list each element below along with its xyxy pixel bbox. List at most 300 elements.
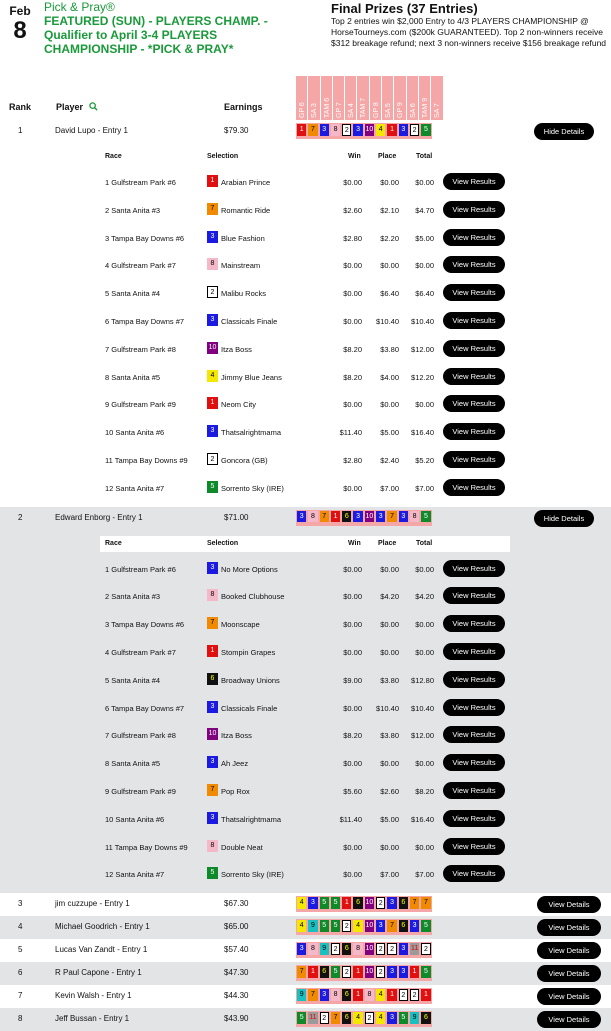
race-column-label: SA 7 <box>434 103 442 118</box>
program-number: 2 <box>207 286 218 298</box>
program-number: 7 <box>207 617 218 629</box>
race-name: 10 Santa Anita #6 <box>105 814 165 824</box>
pick-number: 2 <box>399 989 408 1001</box>
win-amount: $0.00 <box>343 261 362 271</box>
total-header: Total <box>416 153 433 160</box>
player-header <box>56 102 98 112</box>
win-header: Win <box>348 153 361 160</box>
view-results-button[interactable]: View Results <box>443 587 505 604</box>
pick-number: 7 <box>308 124 317 136</box>
pick-number: 3 <box>387 966 396 978</box>
total-amount: $7.00 <box>415 870 434 880</box>
view-results-button[interactable]: View Results <box>443 671 505 688</box>
selection-header: Selection <box>207 153 239 160</box>
total-amount: $4.20 <box>415 592 434 602</box>
horse-name: Pop Rox <box>221 786 250 796</box>
win-amount: $0.00 <box>343 289 362 299</box>
place-amount: $2.10 <box>380 205 399 215</box>
place-amount: $0.00 <box>380 620 399 630</box>
earnings-cell: $44.30 <box>224 991 249 1001</box>
pick-number: 10 <box>365 920 374 932</box>
race-name: 8 Santa Anita #5 <box>105 759 161 769</box>
earnings-cell: $67.30 <box>224 899 249 909</box>
pick-number: 3 <box>308 897 317 909</box>
pick-number: 3 <box>387 897 396 909</box>
pick-number: 2 <box>376 966 385 978</box>
pick-number: 2 <box>421 943 430 955</box>
pick-number: 1 <box>308 966 317 978</box>
view-results-button[interactable]: View Results <box>443 173 505 190</box>
view-details-button[interactable]: View Details <box>537 1011 601 1028</box>
place-amount: $0.00 <box>380 564 399 574</box>
race-name: 3 Tampa Bay Downs #6 <box>105 233 185 243</box>
total-amount: $0.00 <box>415 620 434 630</box>
total-amount: $16.40 <box>411 814 434 824</box>
details-row <box>0 197 611 223</box>
pick-number: 6 <box>320 966 329 978</box>
win-amount: $9.00 <box>343 675 362 685</box>
race-name: 2 Santa Anita #3 <box>105 592 161 602</box>
total-amount: $0.00 <box>415 178 434 187</box>
win-amount: $0.00 <box>343 759 362 769</box>
pick-number: 7 <box>331 1012 340 1024</box>
tournament-title: FEATURED (SUN) - PLAYERS CHAMP. - Qualifier to April 3-4 PLAYERS CHAMPIONSHIP - *PICK & PRAY* <box>44 14 268 56</box>
race-column-header <box>407 76 419 120</box>
pick-number: 1 <box>297 124 306 136</box>
race-name: 11 Tampa Bay Downs #9 <box>105 456 188 465</box>
pick-number: 7 <box>297 966 306 978</box>
pick-number: 5 <box>421 966 430 978</box>
total-amount: $7.00 <box>415 483 434 493</box>
win-amount: $0.00 <box>343 483 362 493</box>
total-amount: $12.00 <box>411 344 434 354</box>
total-amount: $10.40 <box>411 703 434 713</box>
pick-number: 6 <box>399 897 408 909</box>
race-column-header <box>419 76 431 120</box>
race-name: 5 Santa Anita #4 <box>105 289 161 299</box>
pick-number: 3 <box>399 966 408 978</box>
view-results-button[interactable]: View Results <box>443 479 505 496</box>
place-amount: $4.00 <box>380 372 399 382</box>
details-row <box>0 667 611 693</box>
rank-cell: 2 <box>18 512 23 522</box>
pick-number: 5 <box>421 124 430 136</box>
view-results-button[interactable]: View Results <box>443 810 505 827</box>
pick-number: 9 <box>308 920 317 932</box>
picks-strip <box>296 896 432 912</box>
program-number: 3 <box>207 701 218 713</box>
pick-number: 1 <box>331 511 340 523</box>
hide-details-button[interactable]: Hide Details <box>534 510 594 527</box>
race-column-header <box>382 76 394 120</box>
details-row <box>0 475 611 501</box>
race-name: 7 Gulfstream Park #8 <box>105 344 176 354</box>
program-number: 2 <box>207 453 218 465</box>
view-results-button[interactable]: View Results <box>443 726 505 743</box>
details-row <box>0 280 611 306</box>
hide-details-button[interactable]: Hide Details <box>534 123 594 140</box>
race-column-header <box>345 76 357 120</box>
pick-number: 1 <box>387 124 396 136</box>
rank-cell: 7 <box>18 991 23 1001</box>
place-amount: $3.80 <box>380 675 399 685</box>
race-name: 8 Santa Anita #5 <box>105 372 161 382</box>
horse-name: Sorrento Sky (IRE) <box>221 870 284 880</box>
pick-number: 4 <box>297 897 306 909</box>
player-header-label: Player <box>56 102 84 112</box>
leaderboard-row <box>0 962 611 985</box>
race-column-header <box>308 76 320 120</box>
view-results-button[interactable]: View Results <box>443 256 505 273</box>
leaderboard-header <box>0 76 611 120</box>
view-details-button[interactable]: View Details <box>537 896 601 913</box>
win-amount: $0.00 <box>343 317 362 326</box>
horse-name: Thatsalrightmama <box>221 428 282 438</box>
race-header: Race <box>105 153 122 160</box>
details-row <box>0 225 611 251</box>
total-amount: $12.20 <box>411 372 434 382</box>
pick-number: 5 <box>320 920 329 932</box>
race-column-label: TAM 7 <box>360 97 368 118</box>
race-column-header <box>333 76 345 120</box>
details-row <box>0 169 611 195</box>
race-name: 9 Gulfstream Park #9 <box>105 786 176 796</box>
picks-strip <box>296 919 432 935</box>
place-amount: $0.00 <box>380 759 399 769</box>
pick-number: 8 <box>308 511 317 523</box>
pick-number: 7 <box>387 511 396 523</box>
leaderboard-row <box>0 893 611 916</box>
picks-strip <box>296 965 432 981</box>
total-amount: $0.00 <box>415 842 434 852</box>
details-row <box>0 639 611 665</box>
horse-name: Malibu Rocks <box>221 289 267 299</box>
pick-number: 8 <box>353 943 362 955</box>
total-amount: $4.70 <box>415 205 434 215</box>
horse-name: Moonscape <box>221 620 260 630</box>
rank-cell: 4 <box>18 922 23 932</box>
horse-name: Classicals Finale <box>221 317 278 326</box>
player-name: Michael Goodrich - Entry 1 <box>55 922 150 932</box>
race-name: 10 Santa Anita #6 <box>105 428 165 438</box>
pick-number: 1 <box>421 989 430 1001</box>
horse-name: Arabian Prince <box>221 178 271 187</box>
earnings-cell: $57.40 <box>224 945 249 955</box>
horse-name: Jimmy Blue Jeans <box>221 372 282 382</box>
horse-name: Sorrento Sky (IRE) <box>221 483 284 493</box>
race-name: 5 Santa Anita #4 <box>105 675 161 685</box>
pick-number: 3 <box>353 124 362 136</box>
view-results-button[interactable]: View Results <box>443 229 505 246</box>
pick-number: 6 <box>342 511 351 523</box>
pick-number: 3 <box>399 511 408 523</box>
pick-number: 11 <box>410 943 419 955</box>
date-day: 8 <box>13 17 27 44</box>
pick-number: 8 <box>365 989 374 1001</box>
pick-number: 4 <box>297 920 306 932</box>
pick-number: 1 <box>353 966 362 978</box>
race-name: 7 Gulfstream Park #8 <box>105 731 176 741</box>
details-row <box>0 583 611 609</box>
pick-number: 10 <box>365 966 374 978</box>
place-amount: $5.00 <box>380 428 399 438</box>
pick-number: 2 <box>376 943 385 955</box>
pick-number: 10 <box>365 511 374 523</box>
place-amount: $10.40 <box>376 317 399 326</box>
race-name: 12 Santa Anita #7 <box>105 870 165 880</box>
date-badge <box>8 4 32 44</box>
picks-strip <box>296 1011 432 1027</box>
details-panel <box>0 143 611 507</box>
view-details-button[interactable]: View Details <box>537 942 601 959</box>
pick-number: 2 <box>410 989 419 1001</box>
program-number: 3 <box>207 314 218 326</box>
pick-number: 4 <box>353 920 362 932</box>
horse-name: Thatsalrightmama <box>221 814 282 824</box>
pick-number: 2 <box>331 943 340 955</box>
view-results-button[interactable]: View Results <box>443 838 505 855</box>
brand-label: Pick & Pray® <box>44 0 115 14</box>
place-amount: $7.00 <box>380 870 399 880</box>
pick-number: 5 <box>320 897 329 909</box>
place-amount: $3.80 <box>380 344 399 354</box>
pick-number: 3 <box>297 943 306 955</box>
place-header: Place <box>378 153 397 160</box>
player-name: Kevin Walsh - Entry 1 <box>55 991 132 1001</box>
view-details-button[interactable]: View Details <box>537 965 601 982</box>
pick-number: 9 <box>410 1012 419 1024</box>
player-name: jim cuzzupe - Entry 1 <box>55 899 130 909</box>
race-column-header <box>357 76 369 120</box>
earnings-cell: $43.90 <box>224 1014 249 1024</box>
program-number: 6 <box>207 673 218 685</box>
total-amount: $12.00 <box>411 731 434 741</box>
place-amount: $0.00 <box>380 400 399 410</box>
race-columns-header <box>296 76 444 120</box>
race-name: 1 Gulfstream Park #6 <box>105 178 176 187</box>
pick-number: 6 <box>342 989 351 1001</box>
view-details-button[interactable]: View Details <box>537 919 601 936</box>
details-row <box>0 391 611 417</box>
view-details-button[interactable]: View Details <box>537 988 601 1005</box>
view-results-button[interactable]: View Results <box>443 368 505 385</box>
pick-number: 3 <box>320 124 329 136</box>
details-row <box>0 750 611 776</box>
view-results-button[interactable]: View Results <box>443 782 505 799</box>
program-number: 3 <box>207 231 218 243</box>
program-number: 3 <box>207 756 218 768</box>
pick-number: 3 <box>297 511 306 523</box>
pick-number: 10 <box>365 897 374 909</box>
pick-number: 6 <box>399 920 408 932</box>
place-amount: $2.60 <box>380 786 399 796</box>
pick-number: 8 <box>308 943 317 955</box>
selection-header: Selection <box>207 539 239 547</box>
pick-number: 5 <box>421 511 430 523</box>
race-column-header <box>370 76 382 120</box>
view-results-button[interactable]: View Results <box>443 865 505 882</box>
leaderboard-row <box>0 120 611 143</box>
total-amount: $0.00 <box>415 261 434 271</box>
total-amount: $0.00 <box>415 759 434 769</box>
picks-strip <box>296 988 432 1004</box>
pick-number: 8 <box>331 124 340 136</box>
win-amount: $2.60 <box>343 205 362 215</box>
race-name: 6 Tampa Bay Downs #7 <box>105 317 185 326</box>
details-row <box>0 861 611 887</box>
player-name: R Paul Capone - Entry 1 <box>55 968 142 978</box>
pick-number: 3 <box>399 124 408 136</box>
pick-number: 9 <box>320 943 329 955</box>
pick-number: 2 <box>342 966 351 978</box>
view-results-button[interactable]: View Results <box>443 754 505 771</box>
total-amount: $5.20 <box>415 456 434 465</box>
view-results-button[interactable]: View Results <box>443 699 505 716</box>
race-name: 4 Gulfstream Park #7 <box>105 261 176 271</box>
earnings-cell: $79.30 <box>224 126 249 135</box>
leaderboard-row <box>0 507 611 530</box>
pick-number: 1 <box>410 966 419 978</box>
race-column-label: TAM 9 <box>421 97 429 118</box>
pick-number: 5 <box>297 1012 306 1024</box>
pick-number: 7 <box>410 897 419 909</box>
place-amount: $10.40 <box>376 703 399 713</box>
program-number: 3 <box>207 425 218 437</box>
horse-name: Mainstream <box>221 261 261 271</box>
place-amount: $7.00 <box>380 483 399 493</box>
win-amount: $0.00 <box>343 178 362 187</box>
win-amount: $8.20 <box>343 372 362 382</box>
pick-number: 5 <box>331 966 340 978</box>
pick-number: 6 <box>342 943 351 955</box>
total-amount: $5.00 <box>415 233 434 243</box>
win-amount: $11.40 <box>339 428 362 438</box>
pick-number: 1 <box>353 989 362 1001</box>
horse-name: Romantic Ride <box>221 205 271 215</box>
win-amount: $2.80 <box>343 456 362 465</box>
view-results-button[interactable]: View Results <box>443 643 505 660</box>
place-amount: $6.40 <box>380 289 399 299</box>
program-number: 8 <box>207 589 218 601</box>
earnings-cell: $47.30 <box>224 968 249 978</box>
player-name: Jeff Bussan - Entry 1 <box>55 1014 130 1024</box>
place-header: Place <box>378 539 397 547</box>
rank-cell: 5 <box>18 945 23 955</box>
view-results-button[interactable]: View Results <box>443 560 505 577</box>
pick-number: 2 <box>365 1012 374 1024</box>
view-results-button[interactable]: View Results <box>443 451 505 468</box>
place-amount: $2.40 <box>380 456 399 465</box>
horse-name: Broadway Unions <box>221 675 280 685</box>
pick-number: 2 <box>342 124 351 136</box>
race-name: 9 Gulfstream Park #9 <box>105 400 176 410</box>
view-results-button[interactable]: View Results <box>443 395 505 412</box>
program-number: 10 <box>207 728 218 740</box>
program-number: 8 <box>207 840 218 852</box>
place-amount: $0.00 <box>380 842 399 852</box>
win-amount: $8.20 <box>343 731 362 741</box>
pick-number: 3 <box>376 511 385 523</box>
earnings-header: Earnings <box>224 102 263 112</box>
leaderboard-row <box>0 1008 611 1031</box>
picks-strip <box>296 510 432 526</box>
player-name: Edward Enborg - Entry 1 <box>55 512 143 522</box>
horse-name: No More Options <box>221 564 278 574</box>
pick-number: 5 <box>331 897 340 909</box>
pick-number: 3 <box>353 511 362 523</box>
pick-number: 6 <box>421 1012 430 1024</box>
pick-number: 3 <box>399 943 408 955</box>
prizes-heading: Final Prizes (37 Entries) <box>331 1 478 16</box>
details-row <box>0 419 611 445</box>
search-icon[interactable] <box>89 102 98 111</box>
horse-name: Double Neat <box>221 842 263 852</box>
race-column-header <box>321 76 333 120</box>
details-row <box>0 722 611 748</box>
view-results-button[interactable]: View Results <box>443 615 505 632</box>
view-results-button[interactable]: View Results <box>443 312 505 329</box>
view-results-button[interactable]: View Results <box>443 340 505 357</box>
pick-number: 7 <box>421 897 430 909</box>
horse-name: Stompin Grapes <box>221 647 276 657</box>
pick-number: 5 <box>399 1012 408 1024</box>
program-number: 3 <box>207 562 218 574</box>
win-amount: $11.40 <box>339 814 362 824</box>
total-amount: $8.20 <box>415 786 434 796</box>
program-number: 1 <box>207 397 218 409</box>
picks-strip <box>296 123 432 139</box>
race-column-label: GP 6 <box>299 102 306 118</box>
view-results-button[interactable]: View Results <box>443 201 505 218</box>
total-amount: $16.40 <box>411 428 434 438</box>
earnings-cell: $71.00 <box>224 512 249 522</box>
win-amount: $0.00 <box>343 400 362 410</box>
race-name: 2 Santa Anita #3 <box>105 205 161 215</box>
details-row <box>0 778 611 804</box>
details-row <box>0 308 611 334</box>
program-number: 5 <box>207 481 218 493</box>
win-amount: $0.00 <box>343 703 362 713</box>
player-name: Lucas Van Zandt - Entry 1 <box>55 945 148 955</box>
leaderboard-row <box>0 916 611 939</box>
rank-cell: 3 <box>18 899 23 909</box>
race-header: Race <box>105 539 122 547</box>
total-amount: $0.00 <box>415 564 434 574</box>
total-amount: $0.00 <box>415 647 434 657</box>
earnings-cell: $65.00 <box>224 922 249 932</box>
total-amount: $10.40 <box>411 317 434 326</box>
program-number: 8 <box>207 258 218 270</box>
win-amount: $2.80 <box>343 233 362 243</box>
pick-number: 6 <box>353 897 362 909</box>
view-results-button[interactable]: View Results <box>443 423 505 440</box>
pick-number: 8 <box>331 989 340 1001</box>
pick-number: 10 <box>365 124 374 136</box>
race-column-label: SA 4 <box>348 103 356 118</box>
race-column-label: SA 6 <box>409 103 417 118</box>
pick-number: 6 <box>342 1012 351 1024</box>
race-name: 1 Gulfstream Park #6 <box>105 564 176 574</box>
view-results-button[interactable]: View Results <box>443 284 505 301</box>
race-column-label: GP 7 <box>335 102 343 118</box>
program-number: 5 <box>207 867 218 879</box>
details-header <box>100 536 510 552</box>
program-number: 1 <box>207 645 218 657</box>
details-row <box>0 834 611 860</box>
program-number: 1 <box>207 175 218 187</box>
details-header <box>100 149 510 165</box>
race-name: 6 Tampa Bay Downs #7 <box>105 703 185 713</box>
